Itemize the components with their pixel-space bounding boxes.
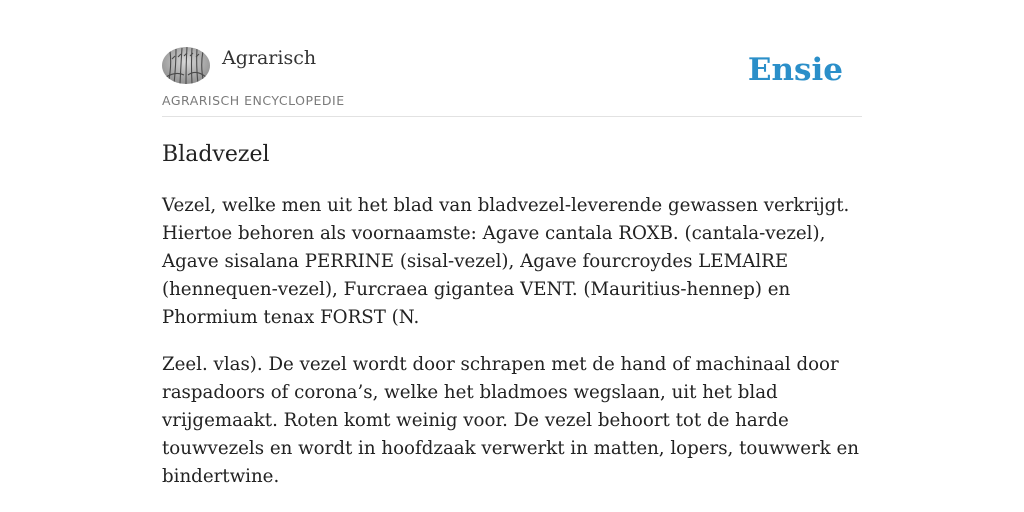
- article-paragraph: Zeel. vlas). De vezel wordt door schrapen met de hand of machinaal door raspadoors of corona’s, welke het bladmoes wegslaan, uit het blad vrijgemaakt. Roten komt weinig voor. De vezel behoort tot de harde touwvezels en wordt in hoofdzaak verwerkt in matten, lopers, touwwerk en bindertwine.: [162, 354, 859, 487]
- encyclopedia-subtitle: AGRARISCH ENCYCLOPEDIE: [162, 93, 345, 108]
- article-title: Bladvezel: [162, 142, 270, 167]
- article-paragraph: Vezel, welke men uit het blad van bladvezel-leverende gewassen verkrijgt. Hiertoe behoren als voornaamste: Agave cantala ROXB. (cantala-vezel), Agave sisalana PERRINE (sisal-vezel), Agave fourcroydes LEMAlRE (hennequen-vezel), Furcraea gigantea VENT. (Mauritius-hennep) en Phormium tenax FORST (N.: [162, 195, 850, 328]
- article: [162, 138, 862, 491]
- source-name-link[interactable]: Agrarisch: [222, 47, 317, 69]
- site-header: [162, 44, 862, 117]
- ensie-logo-link[interactable]: Ensie: [747, 52, 843, 88]
- wheat-icon[interactable]: [162, 47, 210, 84]
